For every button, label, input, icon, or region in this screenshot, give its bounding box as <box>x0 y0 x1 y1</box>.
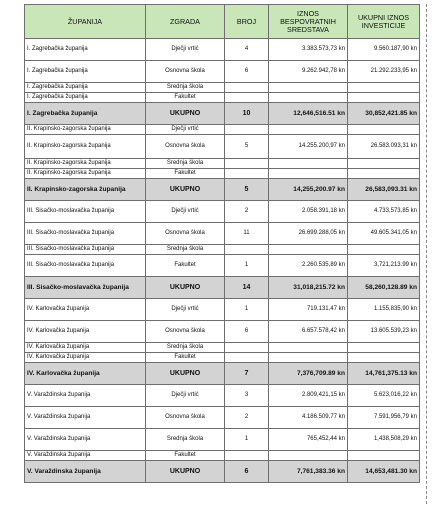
header-broj: BROJ <box>225 5 269 39</box>
cell-broj <box>225 125 269 135</box>
cell-zupanija: I. Zagrebačka županija <box>25 103 146 125</box>
table-row <box>25 83 420 93</box>
cell-zupanija: III. Sisačko-moslavačka županija <box>25 277 146 299</box>
cell-zupanija: IV. Karlovačka županija <box>25 353 146 363</box>
cell-broj: 4 <box>225 39 269 61</box>
cell-ukupni <box>348 245 420 255</box>
cell-zgrada: UKUPNO <box>146 363 225 385</box>
cell-ukupni: 1,438,508,29 kn <box>348 429 420 451</box>
cell-zupanija: I. Zagrebačka županija <box>25 39 146 61</box>
cell-zupanija: I. Zagrebačka županija <box>25 93 146 103</box>
cell-iznos: 9.262.942,78 kn <box>269 61 348 83</box>
cell-broj: 3 <box>225 385 269 407</box>
table-row <box>25 245 420 255</box>
total-row <box>25 179 420 201</box>
total-row <box>25 461 420 483</box>
table-row <box>25 321 420 343</box>
cell-zupanija: I. Zagrebačka županija <box>25 61 146 83</box>
cell-zgrada: UKUPNO <box>146 103 225 125</box>
cell-zupanija: III. Sisačko-moslavačka županija <box>25 245 146 255</box>
header-row <box>25 5 420 39</box>
cell-broj <box>225 245 269 255</box>
cell-iznos: 4.186.509,77 kn <box>269 407 348 429</box>
cell-broj: 11 <box>225 223 269 245</box>
table-row <box>25 407 420 429</box>
cell-broj: 5 <box>225 135 269 159</box>
table-row <box>25 451 420 461</box>
cell-broj <box>225 343 269 353</box>
cell-zupanija: III. Sisačko-moslavačka županija <box>25 223 146 245</box>
cell-ukupni: 21.292.233,95 kn <box>348 61 420 83</box>
cell-zupanija: IV. Karlovačka županija <box>25 321 146 343</box>
table-row <box>25 93 420 103</box>
cell-broj: 2 <box>225 201 269 223</box>
cell-iznos <box>269 83 348 93</box>
cell-zgrada: Osnovna škola <box>146 407 225 429</box>
cell-zgrada: Osnovna škola <box>146 223 225 245</box>
cell-broj: 6 <box>225 321 269 343</box>
cell-broj: 6 <box>225 61 269 83</box>
cell-zupanija: I. Zagrebačka županija <box>25 83 146 93</box>
cell-iznos <box>269 245 348 255</box>
cell-zupanija: V. Varaždinska županija <box>25 451 146 461</box>
table-row <box>25 201 420 223</box>
cell-zgrada: Dječji vrtić <box>146 201 225 223</box>
cell-zupanija: II. Krapinsko-zagorska županija <box>25 169 146 179</box>
cell-ukupni: 3,721,213.99 kn <box>348 255 420 277</box>
cell-broj: 14 <box>225 277 269 299</box>
cell-zgrada: Fakultet <box>146 255 225 277</box>
total-row <box>25 363 420 385</box>
cell-zupanija: V. Varaždinska županija <box>25 461 146 483</box>
cell-iznos: 765,452,44 kn <box>269 429 348 451</box>
cell-zupanija: II. Krapinsko-zagorska županija <box>25 125 146 135</box>
table-row <box>25 385 420 407</box>
cell-zgrada: Srednja škola <box>146 83 225 93</box>
cell-ukupni: 58,260,128.89 kn <box>348 277 420 299</box>
cell-zgrada: Osnovna škola <box>146 321 225 343</box>
cell-ukupni: 13.605.539,23 kn <box>348 321 420 343</box>
cell-iznos: 14,255,200.97 kn <box>269 179 348 201</box>
cell-zgrada: Srednja škola <box>146 245 225 255</box>
cell-iznos: 3.383.573,73 kn <box>269 39 348 61</box>
table-row <box>25 135 420 159</box>
cell-zupanija: III. Sisačko-moslavačka županija <box>25 255 146 277</box>
cell-broj: 10 <box>225 103 269 125</box>
cell-iznos: 31,018,215.72 kn <box>269 277 348 299</box>
cell-ukupni <box>348 159 420 169</box>
cell-ukupni: 30,852,421.85 kn <box>348 103 420 125</box>
cell-zgrada: Srednja škola <box>146 429 225 451</box>
cell-zgrada: UKUPNO <box>146 461 225 483</box>
cell-zupanija: IV. Karlovačka županija <box>25 299 146 321</box>
table-row <box>25 429 420 451</box>
table-body <box>25 39 420 483</box>
investment-table <box>24 4 420 483</box>
cell-zgrada: UKUPNO <box>146 277 225 299</box>
cell-zupanija: IV. Karlovačka županija <box>25 363 146 385</box>
cell-zgrada: Dječji vrtić <box>146 39 225 61</box>
cell-iznos <box>269 93 348 103</box>
cell-iznos <box>269 343 348 353</box>
cell-iznos <box>269 353 348 363</box>
table-row <box>25 299 420 321</box>
spreadsheet <box>24 4 419 483</box>
cell-broj <box>225 83 269 93</box>
cell-broj <box>225 93 269 103</box>
total-row <box>25 103 420 125</box>
cell-ukupni: 4.733,573,85 kn <box>348 201 420 223</box>
cell-broj <box>225 353 269 363</box>
table-row <box>25 169 420 179</box>
table-row <box>25 39 420 61</box>
cell-ukupni <box>348 125 420 135</box>
cell-zupanija: IV. Karlovačka županija <box>25 343 146 353</box>
cell-iznos: 719.131,47 kn <box>269 299 348 321</box>
cell-zgrada: Srednja škola <box>146 343 225 353</box>
cell-zupanija: II. Krapinsko-zagorska županija <box>25 179 146 201</box>
header-iznos: IZNOS BESPOVRATNIH SREDSTAVA <box>269 5 348 39</box>
cell-broj <box>225 451 269 461</box>
cell-iznos: 7,376,709.89 kn <box>269 363 348 385</box>
cell-broj: 1 <box>225 255 269 277</box>
cell-ukupni <box>348 353 420 363</box>
cell-zgrada: UKUPNO <box>146 179 225 201</box>
table-row <box>25 255 420 277</box>
cell-broj: 5 <box>225 179 269 201</box>
cell-ukupni: 49.605.341,05 kn <box>348 223 420 245</box>
cell-ukupni: 5.623,016,22 kn <box>348 385 420 407</box>
cell-ukupni: 9.560.187,90 kn <box>348 39 420 61</box>
cell-zupanija: V. Varaždinska županija <box>25 407 146 429</box>
page-break-line <box>426 4 427 504</box>
cell-broj: 6 <box>225 461 269 483</box>
cell-zgrada: Fakultet <box>146 93 225 103</box>
cell-zupanija: II. Krapinsko-zagorska županija <box>25 159 146 169</box>
cell-zgrada: Osnovna škola <box>146 61 225 83</box>
table-row <box>25 343 420 353</box>
cell-iznos: 7,761,383.36 kn <box>269 461 348 483</box>
cell-ukupni <box>348 93 420 103</box>
cell-zgrada: Dječji vrtić <box>146 299 225 321</box>
cell-iznos: 26.699.288,05 kn <box>269 223 348 245</box>
cell-iznos: 12,646,516.51 kn <box>269 103 348 125</box>
cell-iznos <box>269 169 348 179</box>
header-zgrada: ZGRADA <box>146 5 225 39</box>
header-zupanija: ŽUPANIJA <box>25 5 146 39</box>
cell-ukupni <box>348 169 420 179</box>
table-row <box>25 159 420 169</box>
cell-broj: 1 <box>225 299 269 321</box>
cell-ukupni: 14,653,481.30 kn <box>348 461 420 483</box>
cell-ukupni <box>348 343 420 353</box>
table-row <box>25 353 420 363</box>
cell-zgrada: Dječji vrtić <box>146 125 225 135</box>
cell-broj: 2 <box>225 407 269 429</box>
cell-broj: 1 <box>225 429 269 451</box>
total-row <box>25 277 420 299</box>
cell-zupanija: V. Varaždinska županija <box>25 385 146 407</box>
header-ukupni: UKUPNI IZNOS INVESTICIJE <box>348 5 420 39</box>
table-row <box>25 61 420 83</box>
cell-iznos: 2.260.535,89 kn <box>269 255 348 277</box>
cell-iznos: 2.058.391,18 kn <box>269 201 348 223</box>
cell-zgrada: Osnovna škola <box>146 135 225 159</box>
cell-zgrada: Srednja škola <box>146 159 225 169</box>
table-row <box>25 223 420 245</box>
cell-iznos <box>269 451 348 461</box>
table-row <box>25 125 420 135</box>
cell-ukupni <box>348 451 420 461</box>
cell-zupanija: V. Varaždinska županija <box>25 429 146 451</box>
cell-zgrada: Fakultet <box>146 353 225 363</box>
cell-zgrada: Fakultet <box>146 451 225 461</box>
cell-iznos <box>269 159 348 169</box>
cell-iznos: 6.657.578,42 kn <box>269 321 348 343</box>
cell-iznos: 2.809,421,15 kn <box>269 385 348 407</box>
cell-iznos <box>269 125 348 135</box>
cell-iznos: 14.255.200,97 kn <box>269 135 348 159</box>
cell-ukupni: 7.591,956,79 kn <box>348 407 420 429</box>
cell-ukupni: 1.155,835,90 kn <box>348 299 420 321</box>
cell-zgrada: Dječji vrtić <box>146 385 225 407</box>
cell-broj <box>225 169 269 179</box>
cell-zupanija: II. Krapinsko-zagorska županija <box>25 135 146 159</box>
cell-zupanija: III. Sisačko-moslavačka županija <box>25 201 146 223</box>
cell-ukupni <box>348 83 420 93</box>
cell-broj: 7 <box>225 363 269 385</box>
cell-broj <box>225 159 269 169</box>
cell-ukupni: 26.583.093,31 kn <box>348 135 420 159</box>
cell-ukupni: 14,761,375.13 kn <box>348 363 420 385</box>
cell-zgrada: Fakultet <box>146 169 225 179</box>
cell-ukupni: 26,583,093.31 kn <box>348 179 420 201</box>
